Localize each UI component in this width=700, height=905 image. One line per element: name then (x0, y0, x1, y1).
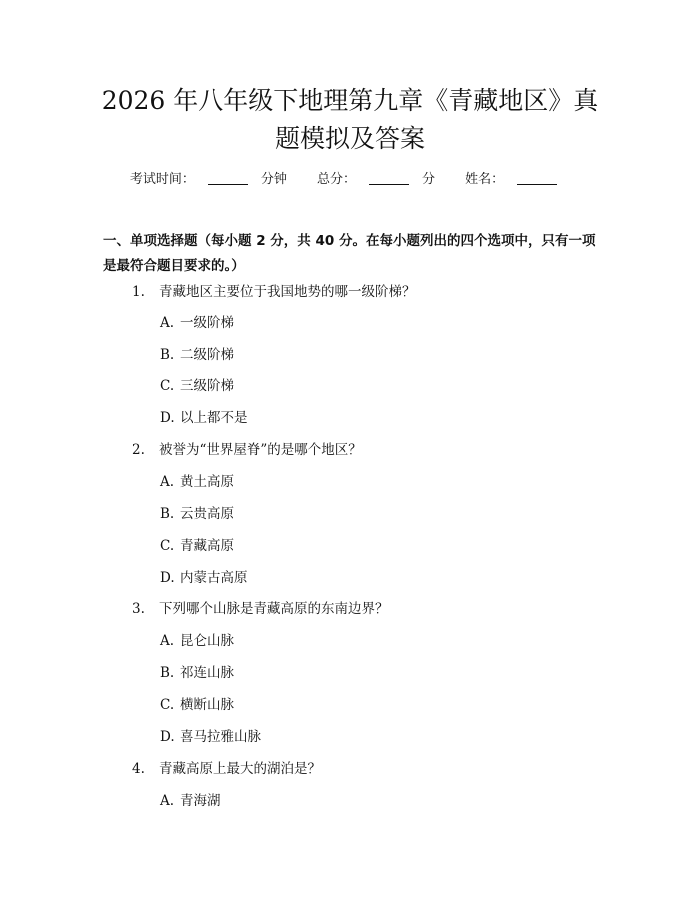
option-letter: C. (160, 697, 175, 713)
option-letter: A. (160, 315, 175, 331)
option-1c (160, 376, 234, 396)
option-letter: B. (160, 347, 175, 363)
option-text: 以上都不是 (180, 410, 248, 426)
option-4a (160, 791, 221, 811)
option-3c (160, 695, 234, 715)
option-1d (160, 408, 248, 428)
option-1b (160, 345, 234, 365)
option-letter: B. (160, 665, 175, 681)
option-text: 内蒙古高原 (180, 570, 248, 586)
option-letter: D. (160, 729, 175, 745)
option-letter: C. (160, 378, 175, 394)
option-letter: D. (160, 410, 175, 426)
question-text: 青藏高原上最大的湖泊是？ (159, 761, 321, 777)
question-number: 4. (132, 761, 145, 777)
option-letter: C. (160, 538, 175, 554)
option-1a (160, 313, 234, 333)
score-blank[interactable] (369, 184, 409, 185)
option-letter: A. (160, 793, 175, 809)
name-blank[interactable] (517, 184, 557, 185)
time-field (130, 172, 287, 187)
score-field (317, 172, 435, 187)
option-text: 青藏高原 (180, 538, 234, 554)
option-text: 三级阶梯 (180, 378, 234, 394)
question-1 (132, 282, 416, 302)
question-number: 1. (132, 284, 145, 300)
question-text: 被誉为“世界屋脊”的是哪个地区？ (159, 442, 362, 458)
option-letter: B. (160, 506, 175, 522)
option-3d (160, 727, 261, 747)
question-number: 3. (132, 601, 145, 617)
question-3 (132, 599, 389, 619)
option-text: 祁连山脉 (180, 665, 234, 681)
option-2d (160, 568, 248, 588)
option-3b (160, 663, 234, 683)
option-letter: D. (160, 570, 175, 586)
option-text: 青海湖 (180, 793, 221, 809)
score-label: 总分： (316, 172, 356, 187)
question-text: 青藏地区主要位于我国地势的哪一级阶梯？ (159, 284, 416, 300)
option-text: 黄土高原 (180, 474, 234, 490)
option-text: 二级阶梯 (180, 347, 234, 363)
score-unit: 分 (422, 172, 436, 187)
title-line-2: 题模拟及答案 (274, 124, 425, 153)
option-3a (160, 631, 234, 651)
option-text: 昆仑山脉 (180, 633, 234, 649)
time-blank[interactable] (208, 184, 248, 185)
title-line-1: 2026 年八年级下地理第九章《青藏地区》真 (101, 86, 599, 115)
option-text: 云贵高原 (180, 506, 234, 522)
name-label: 姓名： (465, 172, 505, 187)
question-number: 2. (132, 442, 145, 458)
question-text: 下列哪个山脉是青藏高原的东南边界？ (159, 601, 389, 617)
option-text: 横断山脉 (180, 697, 234, 713)
exam-meta (0, 168, 700, 187)
name-field (465, 172, 570, 187)
time-unit: 分钟 (260, 172, 287, 187)
section-heading: 一、单项选择题（每小题 2 分，共 40 分。在每小题列出的四个选项中，只有一项是最符合题目要求的。） (103, 233, 596, 274)
option-text: 一级阶梯 (180, 315, 234, 331)
question-4 (132, 759, 321, 779)
option-letter: A. (160, 633, 175, 649)
question-2 (132, 440, 362, 460)
page-title (60, 82, 640, 158)
time-label: 考试时间： (129, 172, 195, 187)
option-letter: A. (160, 474, 175, 490)
option-2a (160, 472, 234, 492)
option-text: 喜马拉雅山脉 (180, 729, 261, 745)
option-2c (160, 536, 234, 556)
option-2b (160, 504, 234, 524)
